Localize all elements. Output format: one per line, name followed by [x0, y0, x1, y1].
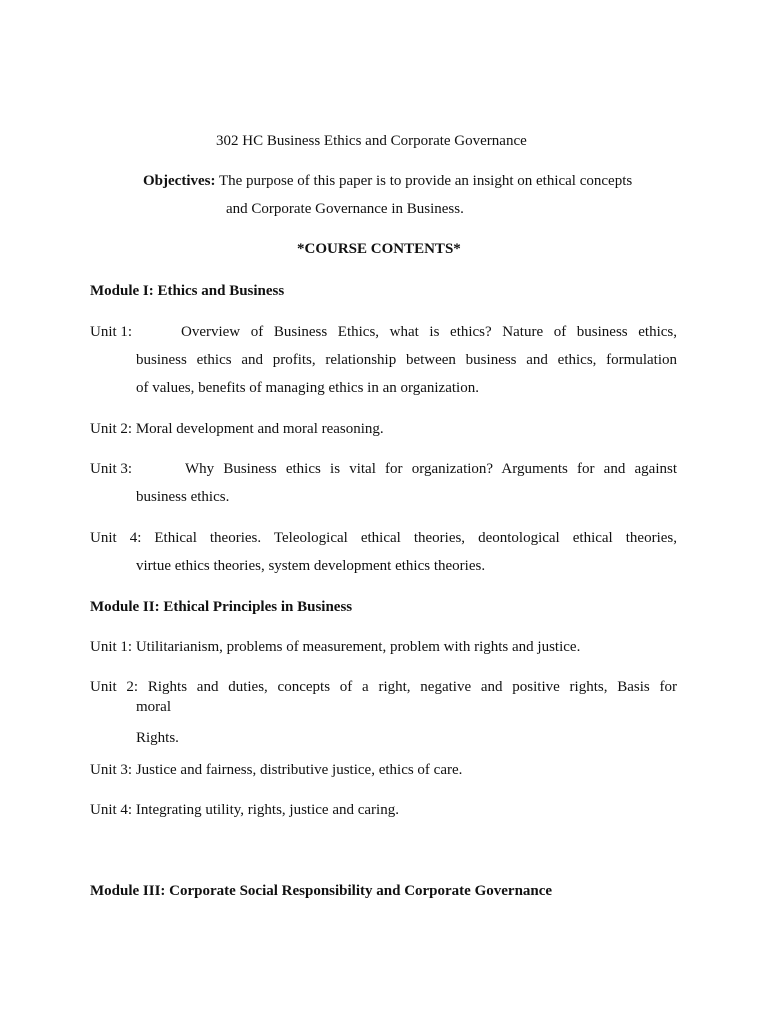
module-2-unit-4: Unit 4: Integrating utility, rights, justice and caring. — [90, 802, 399, 818]
objectives-line-1 — [143, 172, 632, 190]
module-1-unit-4-line-2: virtue ethics theories, system development ethics theories. — [136, 558, 486, 574]
module-2-unit-2-line-1: Unit 2: Rights and duties, concepts of a right, negative and positive rights, Basis for — [90, 679, 677, 695]
module-1-unit-1-label: Unit 1: — [90, 324, 133, 340]
module-1-unit-3-line-1: Why Business ethics is vital for organization? Arguments for and against — [185, 461, 677, 477]
module-1-unit-1-line-2: business ethics and profits, relationship between business and ethics, formulation — [136, 352, 677, 368]
module-1-unit-1-line-3: of values, benefits of managing ethics in an organization. — [136, 380, 479, 396]
module-3-heading: Module III: Corporate Social Responsibility and Corporate Governance — [90, 883, 553, 899]
module-1-unit-3-label: Unit 3: — [90, 461, 133, 477]
module-2-heading: Module II: Ethical Principles in Business — [90, 599, 353, 615]
module-2-unit-2-line-2: moral — [136, 699, 171, 715]
module-2-unit-1: Unit 1: Utilitarianism, problems of measurement, problem with rights and justice. — [90, 639, 581, 655]
objectives-label: Objectives: — [143, 173, 216, 189]
module-1-heading: Module I: Ethics and Business — [90, 283, 285, 299]
objectives-text-1: The purpose of this paper is to provide an insight on ethical concepts — [218, 173, 633, 189]
module-1-unit-4-line-1: Unit 4: Ethical theories. Teleological ethical theories, deontological ethical theories, — [90, 530, 677, 546]
objectives-line-2: and Corporate Governance in Business. — [226, 201, 464, 217]
module-1-unit-1-line-1: Overview of Business Ethics, what is ethics? Nature of business ethics, — [181, 324, 677, 340]
course-contents-heading: *COURSE CONTENTS* — [297, 241, 461, 257]
module-2-unit-2-line-3: Rights. — [136, 730, 179, 746]
document-title: 302 HC Business Ethics and Corporate Governance — [216, 133, 527, 149]
module-1-unit-3-line-2: business ethics. — [136, 489, 230, 505]
module-2-unit-3: Unit 3: Justice and fairness, distributive justice, ethics of care. — [90, 762, 463, 778]
module-1-unit-2: Unit 2: Moral development and moral reasoning. — [90, 421, 384, 437]
